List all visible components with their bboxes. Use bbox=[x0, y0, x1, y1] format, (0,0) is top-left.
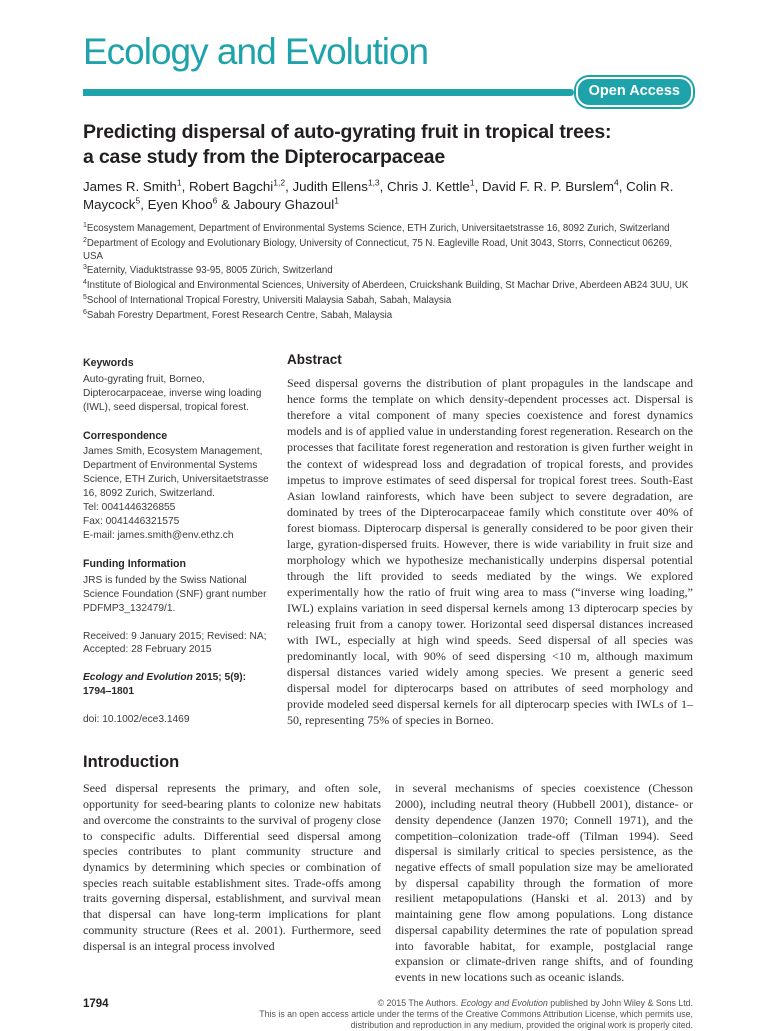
correspondence-address: James Smith, Ecosystem Management, Department of Environmental Systems Science, ETH Zurich, Universitaetstrasse 16, 8092 Zurich, Switzerland. bbox=[83, 446, 269, 500]
copyright-line: © 2015 The Authors. Ecology and Evolution published by John Wiley & Sons Ltd. bbox=[377, 997, 693, 1008]
author-affiliation-marker: 5 bbox=[135, 196, 141, 207]
author: James R. Smith$^1$ bbox=[83, 177, 182, 195]
author: , Judith Ellens$^{1,3}$ bbox=[285, 177, 380, 195]
introduction-column-left: Seed dispersal represents the primary, and often sole, opportunity for seed-bearing plants to colonize new habitats and overcome the constraints to the survival of progeny close to conspecific adults. Differential seed dispersal among species contributes to plant community structure and dynamics by determining which species or combination of species reach suitable establishment sites. Trade-offs among traits governing dispersal, establishment, and survival mean that dispersal can have long-term implications for plant community structure (Rees et al. 2001). Furthermore, seed dispersal is an integral process involved bbox=[83, 781, 381, 953]
author-affiliation-marker: 1 bbox=[334, 196, 339, 207]
copyright-journal-name: Ecology and Evolution bbox=[460, 997, 548, 1008]
article-title-line2: a case study from the Dipterocarpaceae bbox=[83, 146, 445, 169]
author-list bbox=[83, 178, 693, 215]
affiliation: $^6$Sabah Forestry Department, Forest Research Centre, Sabah, Malaysia bbox=[83, 308, 393, 321]
author-affiliation-marker: 1,3 bbox=[367, 177, 380, 188]
dates-block bbox=[83, 630, 275, 658]
masthead-rule bbox=[83, 89, 574, 96]
affiliation: $^5$School of International Tropical Forestry, Universiti Malaysia Sabah, Sabah, Malaysia bbox=[83, 293, 452, 307]
introduction-heading: Introduction bbox=[83, 753, 180, 772]
affiliation: $^2$Department of Ecology and Evolutionary Biology, University of Connecticut, 75 N. Eagleville Road, Unit 3043, Storrs, Connecticut 06269, USA bbox=[83, 237, 673, 262]
article-title-line1: Predicting dispersal of auto-gyrating fruit in tropical trees: bbox=[83, 121, 612, 143]
page-footer bbox=[83, 998, 693, 1031]
introduction-column-right: in several mechanisms of species coexistence (Chesson 2000), including neutral theory (Hubbell 2001), distance- or density dependence (Janzen 1970; Connell 1971), and the competition–colonization trade-off (Tilman 1994). Seed dispersal is similarly critical to species persistence, as the negative effects of small population size may be ameliorated by dispersal capability through the formation of more resilient metapopulations (Hanski et al. 2013) and by maintaining gene flow among populations. Long distance dispersal capability determines the rate of population spread into favorable habitat, for example, postglacial range expansion or climate-driven range shifts, and of founding events in new locations such as oceanic islands. bbox=[395, 781, 693, 984]
affiliation: $^3$Eaternity, Viaduktstrasse 93-95, 8005 Zürich, Switzerland bbox=[83, 264, 333, 277]
citation-block bbox=[83, 671, 275, 699]
page-number: 1794 bbox=[83, 997, 109, 1010]
author-affiliation-marker: 6 bbox=[212, 196, 218, 207]
keywords-heading: Keywords bbox=[83, 357, 134, 370]
received-revised-accepted: Received: 9 January 2015; Revised: NA; Accepted: 28 February 2015 bbox=[83, 630, 267, 656]
author: , Eyen Khoo$^6$ bbox=[140, 196, 218, 213]
author: , David F. R. P. Burslem$^4$ bbox=[474, 177, 619, 195]
license-line2: distribution and reproduction in any medium, provided the original work is properly cited. bbox=[350, 1020, 693, 1031]
funding-heading: Funding Information bbox=[83, 558, 186, 571]
license-line1: This is an open access article under the terms of the Creative Commons Attribution License, which permits use, bbox=[259, 1008, 693, 1019]
funding-text: JRS is funded by the Swiss National Science Foundation (SNF) grant number PDFMP3_132479/1. bbox=[83, 574, 267, 614]
correspondence-fax: Fax: 0041446321575 bbox=[83, 516, 180, 528]
affiliation: $^4$Institute of Biological and Environmental Sciences, University of Aberdeen, Cruickshank Building, St Machar Drive, Aberdeen AB24 3UU, UK bbox=[83, 279, 689, 292]
doi-text: doi: 10.1002/ece3.1469 bbox=[83, 714, 190, 726]
abstract-section bbox=[287, 352, 693, 741]
abstract-text: Seed dispersal governs the distribution of plant propagules in the landscape and hence forms the template on which density-dependent processes act. Dispersal is therefore a vital component of many species coexistence and forest dynamics models and is of applied value in understanding forest regeneration. Research on the processes that facilitate forest regeneration and restoration is given further weight in the context of widespread loss and degradation of tropical forests, and provides impetus to improve estimates of seed dispersal for tropical forest trees. South-East Asian lowland rainforests, which have been subject to severe degradation, are dominated by trees of the Dipterocarpaceae family which constitute over 40% of forest biomass. Dipterocarp dispersal is generally considered to be poor given their large, gyration-dispersed fruits. However, there is wide variability in fruit size and morphology which we hypothesize mechanistically underpins dispersal potential through the lift provided to seeds mediated by the wings. We explored experimentally how the ratio of fruit wing area to mass (“inverse wing loading,” IWL) explains variation in seed dispersal kernels among 13 dipterocarp species by releasing fruit from a canopy tower. Horizontal seed dispersal distances increased with IWL, especially at high wind speeds. Seed dispersal of all species was predominantly local, with 90% of seed dispersing <10 m, although maximum dispersal distances varied widely among species. We present a generic seed dispersal model for dipterocarps based on attributes of seed morphology and provide modeled seed dispersal kernels for all dipterocarp species with IWLs of 1–50, representing 75% of species in Borneo. bbox=[287, 376, 693, 727]
keywords-text: Auto-gyrating fruit, Borneo, Dipterocarpaceae, inverse wing loading (IWL), seed dispersal, tropical forest. bbox=[83, 373, 262, 413]
doi-block bbox=[83, 713, 275, 727]
affiliation: $^1$Ecosystem Management, Department of Environmental Systems Science, ETH Zurich, Universitaetstrasse 16, 8092 Zurich, Switzerland bbox=[83, 222, 670, 235]
author: , Colin R. Maycock$^5$ bbox=[83, 179, 674, 213]
introduction-section bbox=[83, 753, 693, 985]
author-affiliation-marker: 4 bbox=[613, 177, 619, 188]
metadata-and-abstract bbox=[83, 352, 693, 741]
correspondence-email: E-mail: james.smith@env.ethz.ch bbox=[83, 530, 234, 542]
article-title bbox=[83, 120, 693, 171]
correspondence-heading: Correspondence bbox=[83, 429, 168, 442]
affiliation-list bbox=[83, 221, 693, 322]
citation-pages: 1794–1801 bbox=[83, 686, 134, 698]
masthead-rule-row bbox=[83, 79, 693, 105]
correspondence-tel: Tel: 0041446326855 bbox=[83, 502, 176, 514]
author: , Robert Bagchi$^{1,2}$ bbox=[181, 177, 286, 195]
abstract-heading: Abstract bbox=[287, 352, 342, 368]
open-access-badge: Open Access bbox=[576, 77, 693, 107]
copyright-notice bbox=[259, 998, 693, 1031]
citation-journal-name: Ecology and Evolution bbox=[83, 672, 193, 684]
author-affiliation-marker: 1 bbox=[469, 177, 475, 188]
keywords-block bbox=[83, 356, 275, 414]
funding-block bbox=[83, 557, 275, 615]
journal-wordmark: Ecology and Evolution bbox=[83, 31, 429, 72]
author: , Chris J. Kettle$^1$ bbox=[379, 177, 475, 195]
introduction-columns bbox=[83, 781, 693, 985]
citation-detail: 2015; 5(9): bbox=[192, 672, 247, 684]
author-affiliation-marker: 1,2 bbox=[273, 177, 286, 188]
correspondence-block bbox=[83, 429, 275, 543]
metadata-sidebar bbox=[83, 352, 275, 741]
author: & Jaboury Ghazoul$^1$ bbox=[217, 196, 339, 213]
author-affiliation-marker: 1 bbox=[176, 177, 182, 188]
